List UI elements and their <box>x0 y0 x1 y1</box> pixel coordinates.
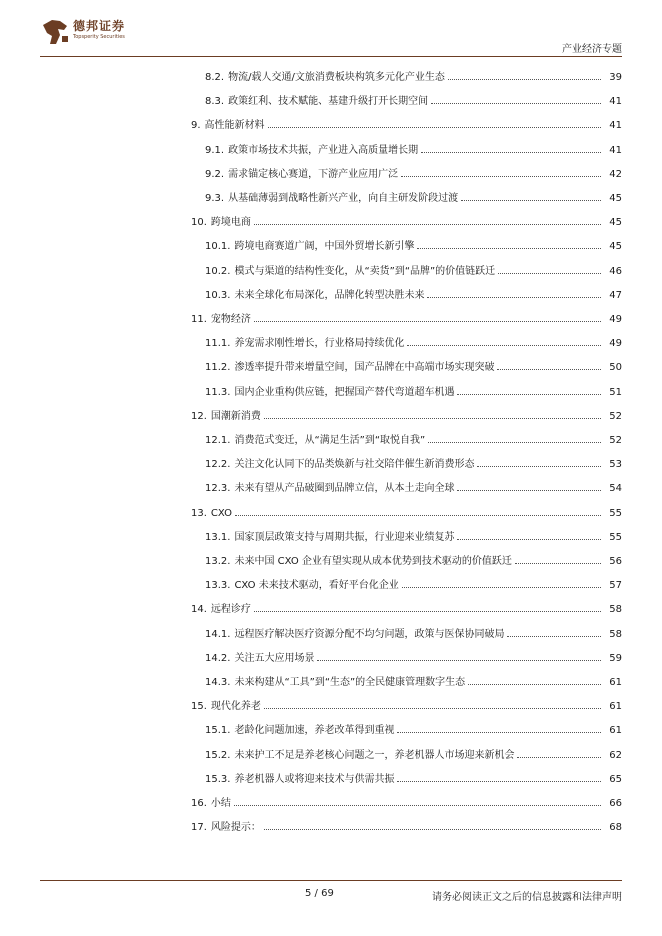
toc-entry[interactable] <box>191 216 622 230</box>
toc-entry-page: 55 <box>609 531 622 543</box>
toc-entry[interactable] <box>205 289 622 303</box>
toc-entry-page: 45 <box>609 241 622 253</box>
toc-entry[interactable] <box>191 410 622 424</box>
toc-entry-title: 跨境电商赛道广阔，中国外贸增长新引擎 <box>234 241 415 253</box>
toc-entry-number: 16. <box>191 798 207 809</box>
toc-entry-page: 51 <box>609 386 622 398</box>
toc-entry[interactable] <box>205 482 622 496</box>
header-divider <box>40 56 622 57</box>
toc-entry-page: 47 <box>609 289 622 301</box>
toc-leader-dots <box>457 539 601 540</box>
toc-leader-dots <box>497 369 601 370</box>
toc-leader-dots <box>498 273 601 274</box>
toc-entry-number: 9.2. <box>205 168 225 180</box>
toc-entry-page: 61 <box>609 677 622 688</box>
toc-entry-number: 15.2. <box>205 749 231 761</box>
toc-entry-title: 跨境电商 <box>210 217 251 229</box>
toc-entry[interactable] <box>205 458 622 472</box>
toc-entry-number: 14.1. <box>205 628 231 640</box>
toc-entry-page: 41 <box>609 144 622 156</box>
toc-entry-page: 66 <box>609 798 622 809</box>
toc-entry-title: 养老机器人或将迎来技术与供需共振 <box>234 773 395 785</box>
toc-entry-page: 41 <box>609 120 622 132</box>
toc-entry-title: 政策市场技术共振，产业进入高质量增长期 <box>228 144 419 156</box>
toc-entry-number: 15. <box>191 701 207 713</box>
toc-leader-dots <box>457 490 601 491</box>
toc-entry-title: 需求锚定核心赛道，下游产业应用广泛 <box>228 168 399 180</box>
toc-entry-number: 11. <box>191 314 207 325</box>
toc-entry-page: 52 <box>609 435 622 446</box>
toc-leader-dots <box>428 442 601 443</box>
toc-entry-title: 风险提示： <box>210 822 261 834</box>
company-logo <box>40 17 155 47</box>
toc-entry-number: 14.3. <box>205 677 231 688</box>
legal-disclaimer: 请务必阅读正文之后的信息披露和法律声明 <box>432 892 622 903</box>
toc-leader-dots <box>421 152 601 153</box>
toc-entry-title: 国潮新消费 <box>210 410 261 422</box>
toc-entry-number: 9.1. <box>205 144 225 156</box>
logo-text-en: Topsperity Securities <box>73 34 125 40</box>
toc-entry-number: 10.1. <box>205 241 231 253</box>
toc-entry[interactable] <box>191 119 622 133</box>
toc-leader-dots <box>317 660 601 661</box>
toc-entry-title: 物流/载人交通/文旅消费板块构筑多元化产业生态 <box>228 72 445 83</box>
toc-entry-page: 55 <box>609 507 622 519</box>
toc-entry-page: 57 <box>609 580 622 592</box>
page-number: 5 / 69 <box>305 888 334 899</box>
toc-entry[interactable] <box>205 265 622 279</box>
toc-entry[interactable] <box>205 628 622 642</box>
toc-entry-page: 59 <box>609 652 622 664</box>
toc-entry-number: 12.3. <box>205 483 231 495</box>
toc-leader-dots <box>417 248 601 249</box>
toc-entry-page: 46 <box>609 265 622 277</box>
toc-entry-number: 10. <box>191 217 207 229</box>
toc-entry-number: 9.3. <box>205 193 225 204</box>
toc-leader-dots <box>397 732 601 733</box>
toc-entry[interactable] <box>205 361 622 375</box>
toc-entry-title: 关注文化认同下的品类焕新与社交陪伴催生新消费形态 <box>234 459 475 471</box>
toc-entry[interactable] <box>205 240 622 254</box>
toc-entry[interactable] <box>191 313 622 327</box>
toc-entry-page: 61 <box>609 725 622 737</box>
toc-entry-number: 11.1. <box>205 338 231 350</box>
toc-entry-page: 58 <box>609 604 622 616</box>
toc-entry[interactable] <box>205 773 622 787</box>
toc-entry-title: 未来护工不足是养老核心问题之一，养老机器人市场迎来新机会 <box>234 749 515 761</box>
toc-entry[interactable] <box>205 95 622 109</box>
footer-divider <box>40 880 622 881</box>
toc-entry-title: 渗透率提升带来增量空间，国产品牌在中高端市场实现突破 <box>234 362 495 374</box>
toc-entry[interactable] <box>191 797 622 811</box>
toc-leader-dots <box>515 563 601 564</box>
toc-entry-title: 消费范式变迁，从“满足生活”到“取悦自我” <box>234 435 426 446</box>
toc-entry-title: 远程诊疗 <box>210 604 251 616</box>
toc-entry-number: 10.3. <box>205 289 231 301</box>
toc-leader-dots <box>457 394 601 395</box>
toc-entry-page: 53 <box>609 459 622 471</box>
toc-entry[interactable] <box>205 724 622 738</box>
toc-entry[interactable] <box>205 652 622 666</box>
toc-leader-dots <box>264 708 601 709</box>
logo-text-cn: 德邦证券 <box>73 19 126 33</box>
toc-leader-dots <box>407 345 601 346</box>
toc-entry-number: 17. <box>191 822 207 834</box>
toc-leader-dots <box>268 127 601 128</box>
toc-entry-number: 14. <box>191 604 207 616</box>
toc-entry-number: 9. <box>191 120 201 132</box>
toc-entry[interactable] <box>205 386 622 400</box>
toc-entry-title: 小结 <box>210 798 231 809</box>
toc-entry-title: 国家顶层政策支持与周期共振，行业迎来业绩复苏 <box>234 531 455 543</box>
toc-entry-title: CXO 未来技术驱动，看好平台化企业 <box>234 580 399 592</box>
toc-entry-page: 49 <box>609 314 622 325</box>
page-header <box>0 0 662 62</box>
toc-entry-title: 政策红利、技术赋能、基建升级打开长期空间 <box>228 96 429 108</box>
toc-entry-title: 远程医疗解决医疗资源分配不均匀问题，政策与医保协同破局 <box>234 628 505 640</box>
toc-entry-title: 未来全球化布局深化，品牌化转型决胜未来 <box>234 289 425 301</box>
toc-leader-dots <box>264 829 601 830</box>
toc-entry-page: 68 <box>609 822 622 834</box>
toc-entry-title: 未来中国 CXO 企业有望实现从成本优势到技术驱动的价值跃迁 <box>234 556 512 567</box>
toc-entry-title: 未来构建从“工具”到“生态”的全民健康管理数字生态 <box>234 677 466 688</box>
toc-entry-title: 老龄化问题加速，养老改革得到重视 <box>234 725 395 737</box>
toc-entry-number: 8.2. <box>205 72 225 83</box>
toc-entry-page: 42 <box>609 168 622 180</box>
toc-entry[interactable] <box>191 821 622 835</box>
toc-entry-page: 45 <box>609 193 622 204</box>
toc-entry[interactable] <box>205 337 622 351</box>
toc-entry[interactable] <box>205 749 622 763</box>
toc-entry-page: 50 <box>609 362 622 374</box>
toc-entry-title: 从基础薄弱到战略性新兴产业，向自主研发阶段过渡 <box>228 193 459 204</box>
toc-entry-title: 宠物经济 <box>210 314 251 325</box>
toc-entry[interactable] <box>205 168 622 182</box>
toc-entry[interactable] <box>191 507 622 521</box>
logo-mark-icon <box>40 17 70 47</box>
toc-entry-number: 12.1. <box>205 435 231 446</box>
toc-entry[interactable] <box>205 192 622 206</box>
toc-leader-dots <box>254 611 601 612</box>
toc-leader-dots <box>397 781 601 782</box>
toc-leader-dots <box>468 684 601 685</box>
toc-entry[interactable] <box>191 700 622 714</box>
toc-leader-dots <box>264 418 601 419</box>
toc-entry-page: 45 <box>609 217 622 229</box>
toc-leader-dots <box>235 515 601 516</box>
toc-entry-page: 62 <box>609 749 622 761</box>
toc-leader-dots <box>461 200 601 201</box>
toc-entry-number: 15.3. <box>205 773 231 785</box>
toc-entry-number: 14.2. <box>205 652 231 664</box>
toc-entry-page: 41 <box>609 96 622 108</box>
toc-entry-page: 54 <box>609 483 622 495</box>
toc-entry-title: 现代化养老 <box>210 701 261 713</box>
toc-entry-number: 10.2. <box>205 265 231 277</box>
report-category: 产业经济专题 <box>562 44 622 55</box>
toc-leader-dots <box>507 636 601 637</box>
toc-entry-number: 8.3. <box>205 96 225 108</box>
toc-entry-number: 13.3. <box>205 580 231 592</box>
toc-leader-dots <box>431 103 601 104</box>
toc-entry[interactable] <box>205 71 622 85</box>
toc-entry-number: 13.2. <box>205 556 231 567</box>
toc-entry[interactable] <box>205 579 622 593</box>
toc-entry-title: 未来有望从产品破圈到品牌立信，从本土走向全球 <box>234 483 455 495</box>
toc-leader-dots <box>477 466 601 467</box>
toc-entry[interactable] <box>205 676 622 690</box>
toc-entry[interactable] <box>205 555 622 569</box>
toc-leader-dots <box>517 757 601 758</box>
toc-entry-page: 39 <box>609 72 622 83</box>
toc-entry-title: CXO <box>210 507 232 519</box>
toc-entry-page: 52 <box>609 410 622 422</box>
toc-entry-page: 61 <box>609 701 622 713</box>
toc-entry-number: 13. <box>191 507 207 519</box>
toc-entry-page: 49 <box>609 338 622 350</box>
toc-entry-number: 12. <box>191 410 207 422</box>
toc-entry[interactable] <box>191 603 622 617</box>
toc-entry-number: 12.2. <box>205 459 231 471</box>
toc-entry-number: 15.1. <box>205 725 231 737</box>
toc-leader-dots <box>427 297 601 298</box>
toc-entry-title: 模式与渠道的结构性变化，从“卖货”到“品牌”的价值链跃迁 <box>234 265 496 277</box>
toc-entry-number: 13.1. <box>205 531 231 543</box>
toc-entry[interactable] <box>205 531 622 545</box>
toc-leader-dots <box>254 224 601 225</box>
toc-entry-title: 高性能新材料 <box>204 120 265 132</box>
toc-leader-dots <box>254 321 601 322</box>
toc-leader-dots <box>402 587 601 588</box>
toc-entry-title: 养宠需求刚性增长，行业格局持续优化 <box>234 338 405 350</box>
toc-entry-title: 国内企业重构供应链，把握国产替代弯道超车机遇 <box>234 386 455 398</box>
toc-leader-dots <box>401 176 601 177</box>
toc-entry-page: 58 <box>609 628 622 640</box>
toc-entry-number: 11.3. <box>205 386 231 398</box>
toc-entry[interactable] <box>205 144 622 158</box>
toc-leader-dots <box>448 79 601 80</box>
toc-entry-title: 关注五大应用场景 <box>234 652 315 664</box>
toc-entry-page: 65 <box>609 773 622 785</box>
toc-entry-number: 11.2. <box>205 362 231 374</box>
toc-leader-dots <box>234 805 601 806</box>
toc-entry-page: 56 <box>609 556 622 567</box>
toc-entry[interactable] <box>205 434 622 448</box>
